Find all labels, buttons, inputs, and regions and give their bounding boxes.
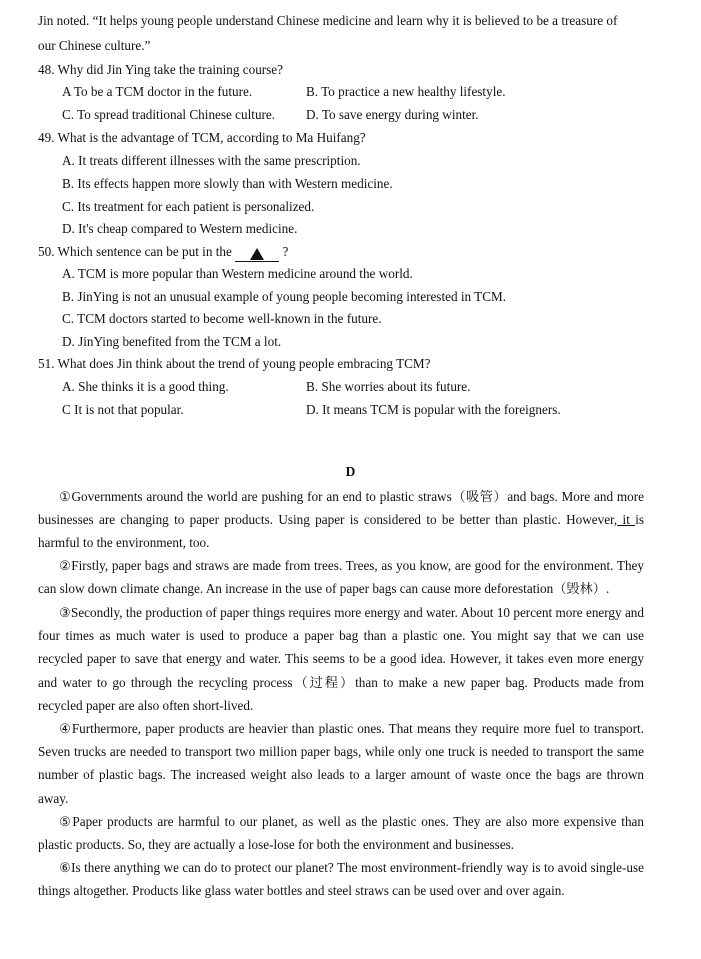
question-49-option-a[interactable]: A. It treats different illnesses with the same prescription. xyxy=(62,153,361,168)
question-50-option-b[interactable]: B. JinYing is not an unusual example of young people becoming interested in TCM. xyxy=(62,289,507,304)
question-51-stem: 51. What does Jin think about the trend of young people embracing TCM? xyxy=(38,356,431,371)
intro-line-1: Jin noted. “It helps young people understand Chinese medicine and learn why it is believed to be a treasure of xyxy=(38,13,618,28)
question-49-option-c[interactable]: C. Its treatment for each patient is personalized. xyxy=(62,199,315,214)
passage-paragraph-4 xyxy=(38,717,644,810)
question-50-stem-end: ? xyxy=(282,244,289,259)
question-50-stem-text: 50. Which sentence can be put in the xyxy=(38,244,232,259)
paragraph-1-end: is harmful to the environment, too. xyxy=(38,512,644,551)
passage-paragraph-6 xyxy=(38,856,644,902)
paragraph-2-text: ②Firstly, paper bags and straws are made from trees. Trees, as you know, are good for the environment. They can slow down climate change. An increase in the use of paper bags can cause more deforestation（毁林）. xyxy=(38,558,644,597)
question-51-option-b[interactable]: B. She worries about its future. xyxy=(306,379,471,394)
question-50-option-a[interactable]: A. TCM is more popular than Western medicine around the world. xyxy=(62,266,413,281)
question-51-option-d[interactable]: D. It means TCM is popular with the foreigners. xyxy=(306,402,561,417)
paragraph-3-text: ③Secondly, the production of paper things requires more energy and water. About 10 percent more energy and four times as much water is used to produce a paper bag than a plastic one. You might say that we can use recycled paper to save that energy and water. This seems to be a good idea. However, it takes even more energy and water to go through the recycling process（过程）than to make a new paper bag. Products made from recycled paper are also often short-lived. xyxy=(38,605,644,713)
question-50-option-c[interactable]: C. TCM doctors started to become well-known in the future. xyxy=(62,311,382,326)
question-50-option-d[interactable]: D. JinYing benefited from the TCM a lot. xyxy=(62,334,282,349)
paragraph-5-text: ⑤Paper products are harmful to our planet, as well as the plastic ones. They are also more expensive than plastic products. So, they are actually a lose-lose for both the environment and businesses. xyxy=(38,814,644,853)
question-49-option-b[interactable]: B. Its effects happen more slowly than with Western medicine. xyxy=(62,176,393,191)
question-48-option-c[interactable]: C. To spread traditional Chinese culture. xyxy=(62,107,276,122)
question-48-option-b[interactable]: B. To practice a new healthy lifestyle. xyxy=(306,84,506,99)
question-51-option-a[interactable]: A. She thinks it is a good thing. xyxy=(62,379,229,394)
question-48-option-d[interactable]: D. To save energy during winter. xyxy=(306,107,479,122)
underlined-it: it xyxy=(617,512,636,528)
question-48-stem: 48. Why did Jin Ying take the training course? xyxy=(38,62,284,77)
passage-paragraph-2 xyxy=(38,554,644,600)
paragraph-1-text: ①Governments around the world are pushing for an end to plastic straws（吸管）and bags. More and more businesses are changing to paper products. Using paper is considered to be better than plastic. However, xyxy=(38,489,644,528)
question-50-stem xyxy=(38,244,288,262)
question-49-stem: 49. What is the advantage of TCM, according to Ma Huifang? xyxy=(38,130,366,145)
question-48-option-a[interactable]: A To be a TCM doctor in the future. xyxy=(62,84,253,99)
passage-paragraph-3 xyxy=(38,601,644,717)
triangle-icon xyxy=(250,248,264,260)
passage-paragraph-1 xyxy=(38,485,644,555)
intro-line-2: our Chinese culture.” xyxy=(38,38,151,53)
passage-paragraph-5 xyxy=(38,810,644,856)
paragraph-6-text: ⑥Is there anything we can do to protect our planet? The most environment-friendly way is to avoid single-use things altogether. Products like glass water bottles and steel straws can be used over and over again. xyxy=(38,860,644,899)
section-title: D xyxy=(345,464,356,479)
question-49-option-d[interactable]: D. It's cheap compared to Western medicine. xyxy=(62,221,298,236)
question-51-option-c[interactable]: C It is not that popular. xyxy=(62,402,184,417)
paragraph-4-text: ④Furthermore, paper products are heavier than plastic ones. That means they require more fuel to transport. Seven trucks are needed to transport two million paper bags, while only one truck is needed to transport the same number of plastic bags. The increased weight also leads to a larger amount of waste once the bags are thrown away. xyxy=(38,721,644,806)
answer-blank xyxy=(235,247,279,262)
